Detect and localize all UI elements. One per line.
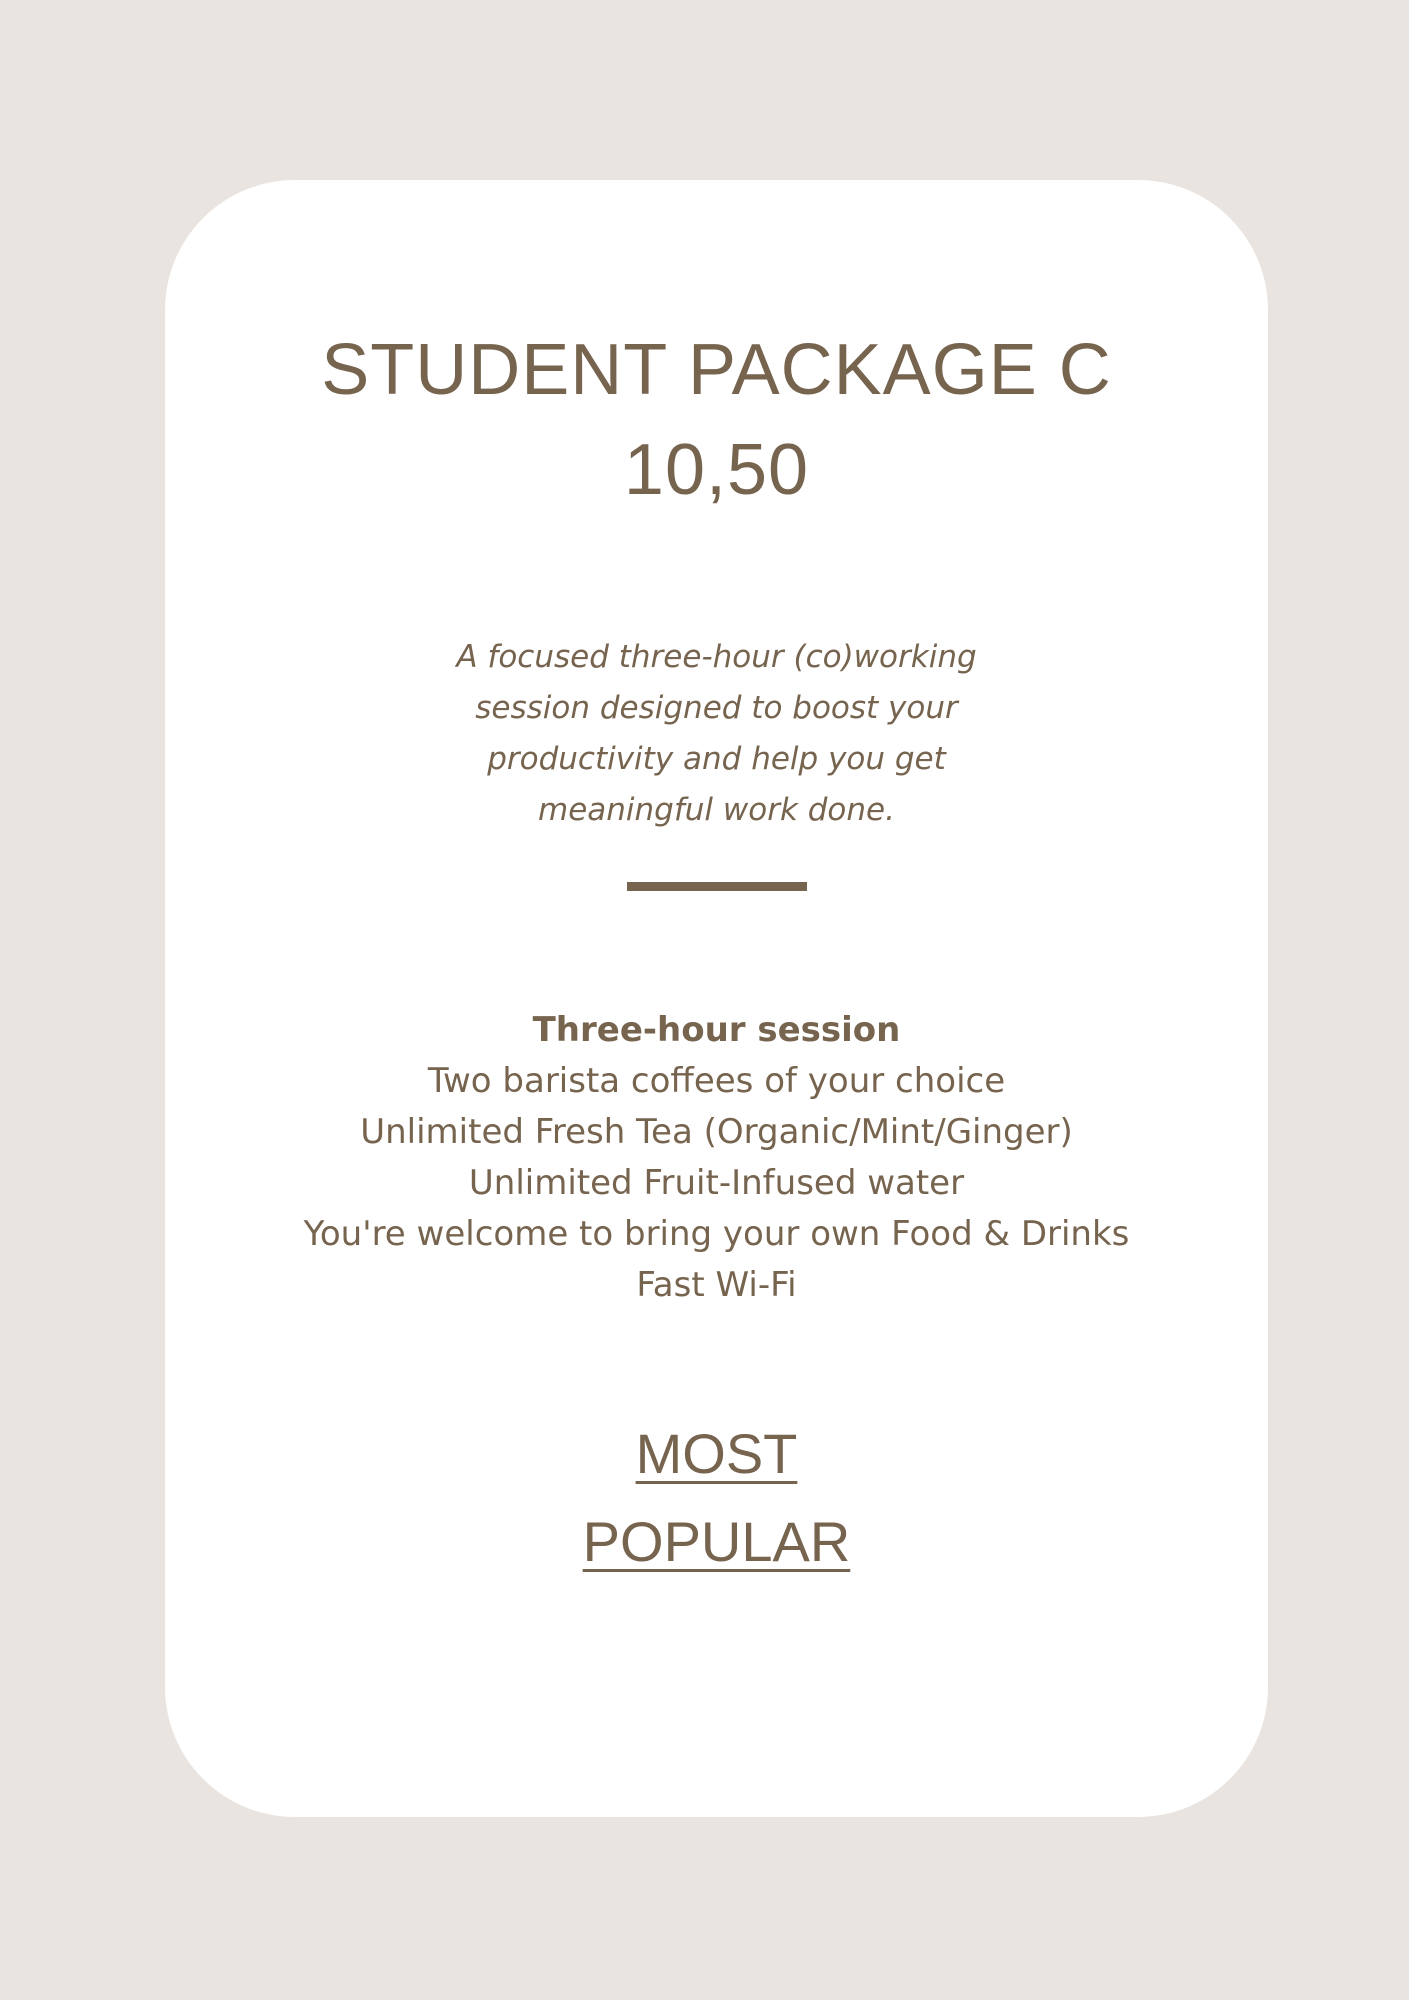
description-line: meaningful work done. bbox=[538, 792, 895, 828]
badge-line-most: MOST bbox=[635, 1422, 798, 1485]
package-card bbox=[165, 180, 1268, 1817]
description-line: A focused three-hour (co)working bbox=[456, 639, 977, 675]
package-name: STUDENT PACKAGE C bbox=[321, 330, 1112, 410]
feature-item: Unlimited Fruit-Infused water bbox=[468, 1163, 965, 1203]
feature-heading: Three-hour session bbox=[532, 1010, 901, 1050]
package-description bbox=[165, 632, 1268, 836]
package-title bbox=[165, 320, 1268, 520]
feature-item: You're welcome to bring your own Food & Drinks bbox=[303, 1214, 1130, 1254]
badge-line-popular: POPULAR bbox=[582, 1510, 851, 1573]
package-price: 10,50 bbox=[623, 430, 810, 510]
description-line: productivity and help you get bbox=[487, 741, 946, 777]
feature-item: Unlimited Fresh Tea (Organic/Mint/Ginger) bbox=[360, 1112, 1073, 1152]
feature-item: Two barista coffees of your choice bbox=[427, 1061, 1006, 1101]
description-line: session designed to boost your bbox=[475, 690, 958, 726]
divider bbox=[627, 882, 807, 891]
feature-item: Fast Wi-Fi bbox=[636, 1265, 797, 1305]
most-popular-badge bbox=[165, 1410, 1268, 1586]
feature-list bbox=[165, 1005, 1268, 1311]
